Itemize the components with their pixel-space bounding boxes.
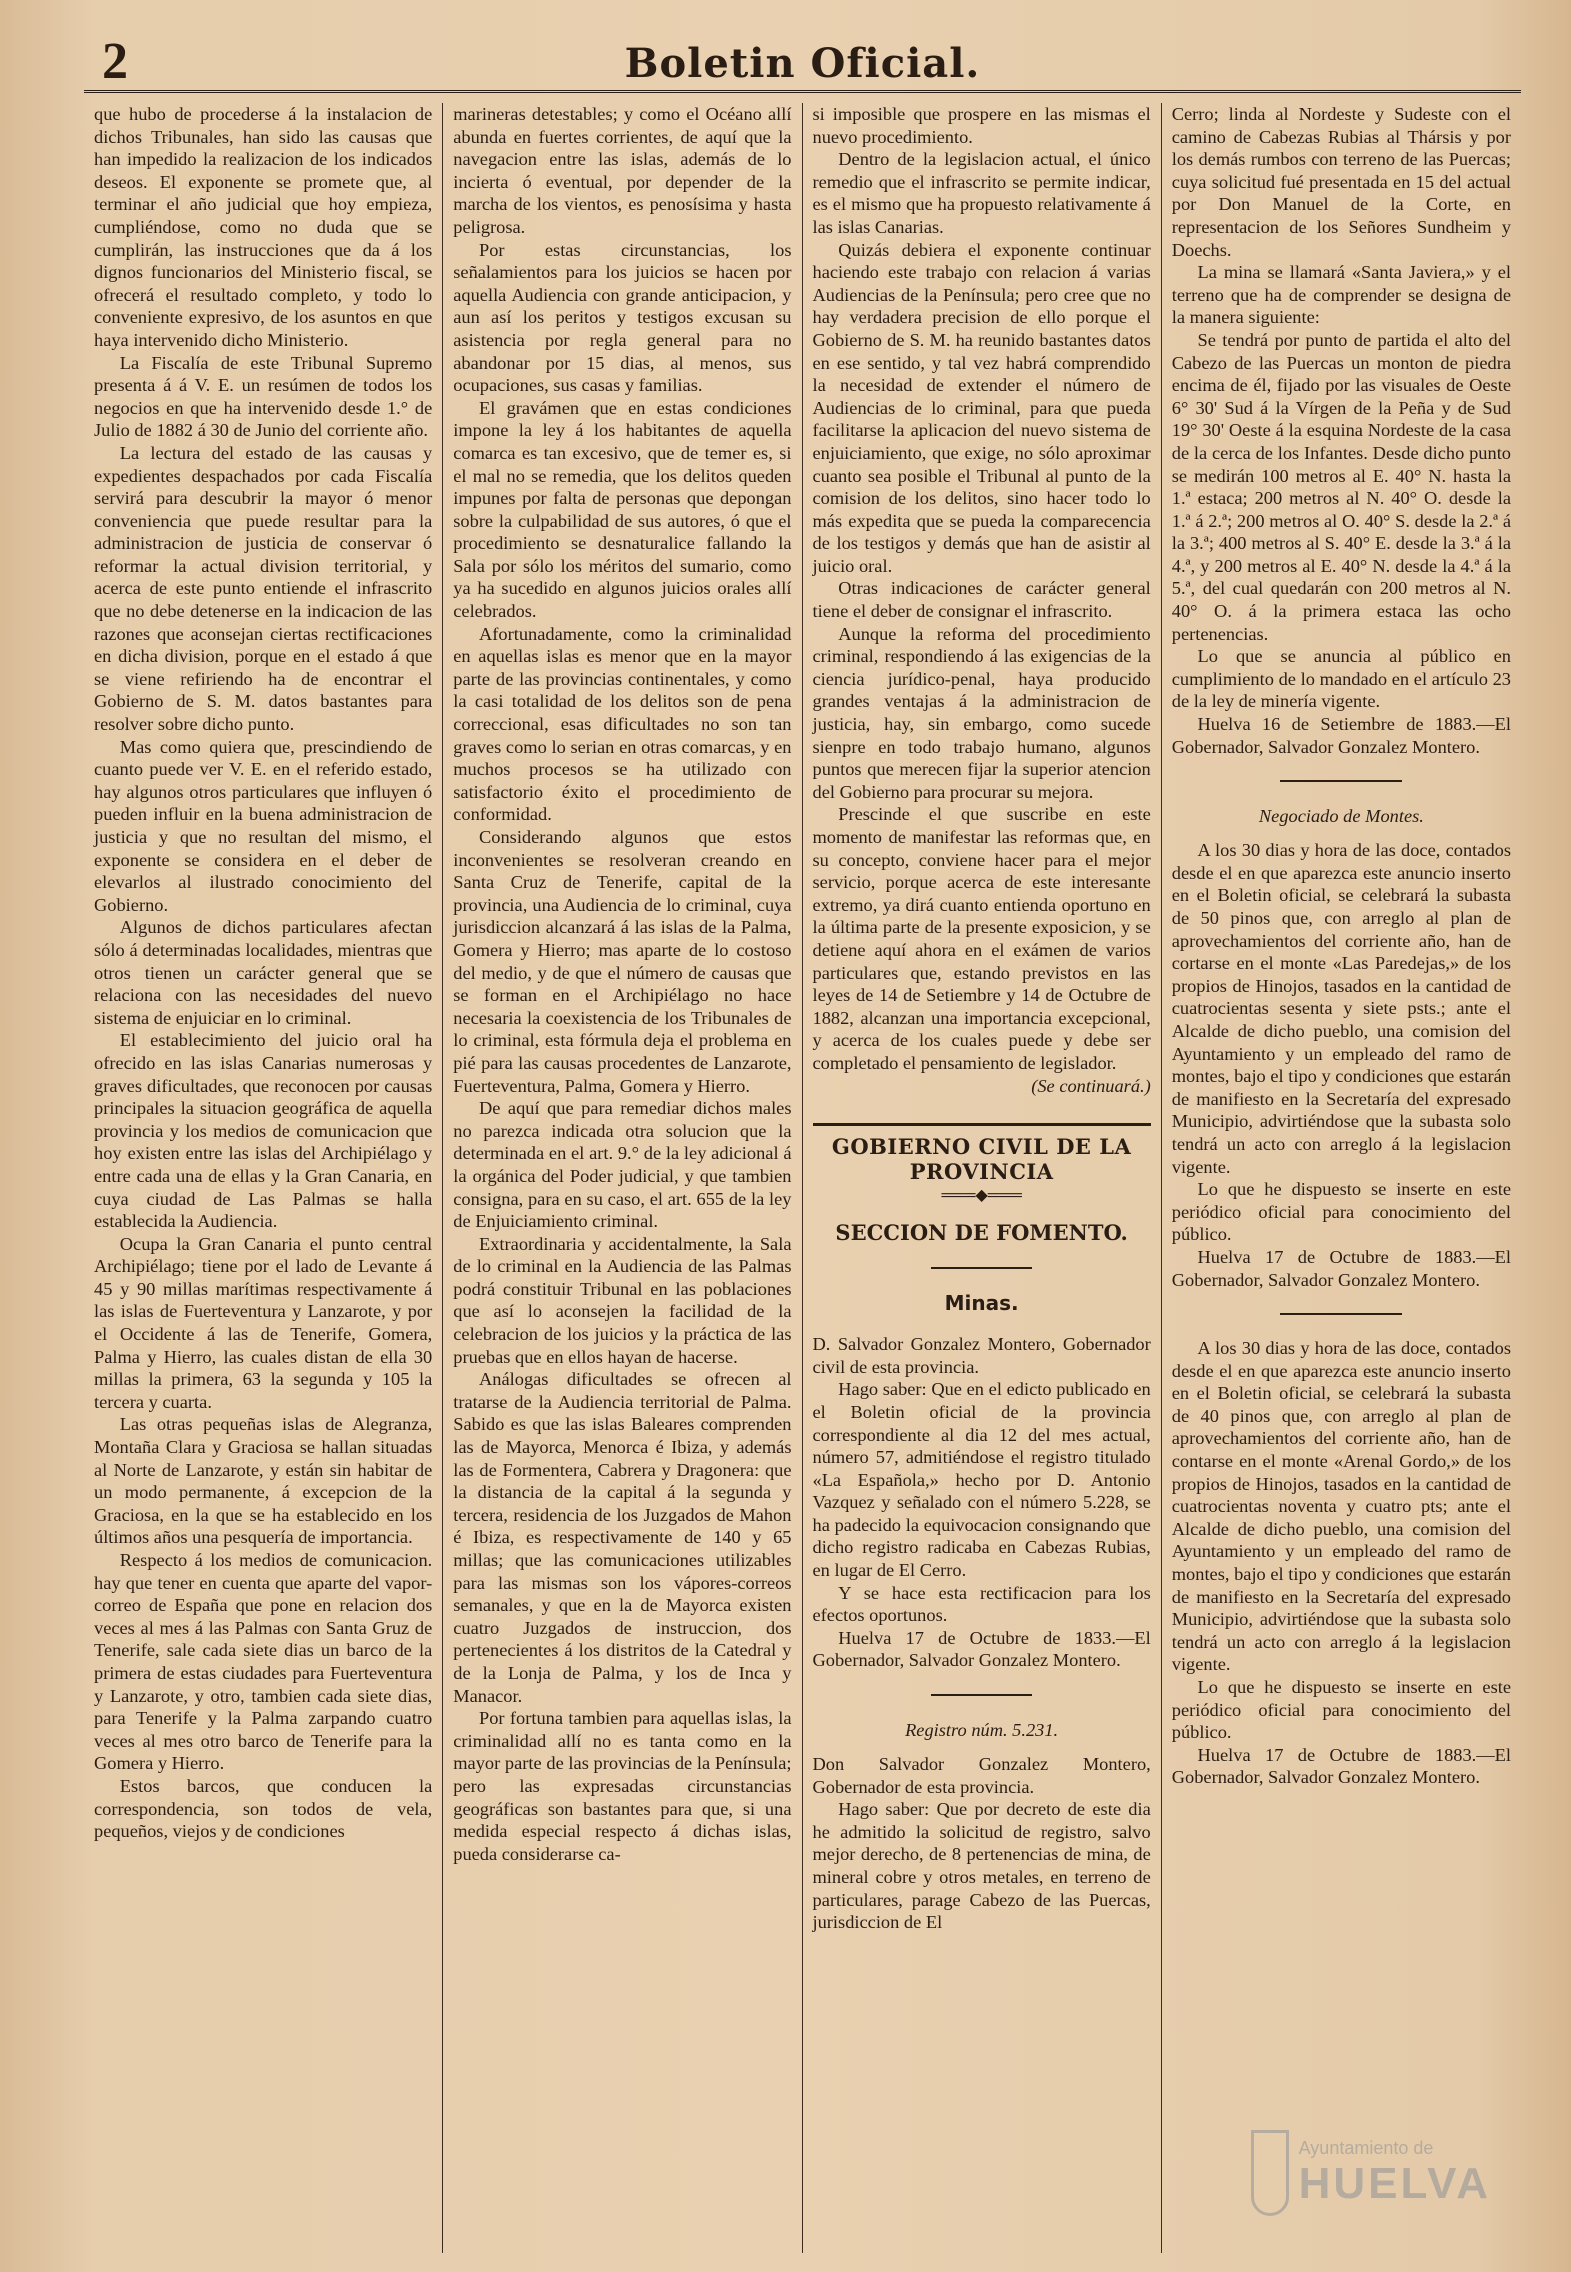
newspaper-title: Boletin Oficial. — [624, 40, 981, 87]
column-1 — [84, 103, 443, 2253]
paragraph: A los 30 dias y hora de las doce, contados desde el en que aparezca este anuncio inserto en el Boletin oficial, se celebrará la subasta de 40 pinos que, con arreglo al plan de aprovechamientos del corriente año, han de contarse en el monte «Arenal Gordo,» de los propios de Hinojos, tasados en la cantidad de cuatrocientas noventa y cuatro pts; ante el Alcalde de dicho pueblo, una comision del Ayuntamiento y un empleado del ramo de montes, bajo el tipo y condiciones que estarán de manifiesto en la Secretaría del expresado Municipio, advirtiéndose que la subasta solo tendrá un acto con arreglo á la legislacion vigente. — [1171, 1338, 1511, 1675]
paragraph: que hubo de procederse á la instalacion de dichos Tribunales, han sido las causas que han impedido la realizacion de los indicados deseos. El exponente se promete que, al terminar el año judicial que hoy empieza, cumpliéndose, como no duda que se cumplirán, las instrucciones que da á los dignos funcionarios del Ministerio fiscal, se ofrecerá el resultado completo, y todo lo conveniente expresivo, de los asuntos en que haya intervenido dicho Ministerio. — [94, 104, 433, 350]
paragraph: Cerro; linda al Nordeste y Sudeste con el camino de Cabezas Rubias al Thársis y por los demás rumbos con terreno de las Puercas; cuya solicitud fué presentada en 15 del actual por Don Manuel de la Corte, en representacion de los Señores Sundheim y Doechs. — [1171, 104, 1511, 260]
to-be-continued: (Se continuará.) — [1031, 1075, 1151, 1096]
rule-divider — [931, 1267, 1032, 1269]
watermark-text: Ayuntamiento de HUELVA — [1298, 2137, 1491, 2208]
paragraph: Huelva 17 de Octubre de 1833.—El Gobernador, Salvador Gonzalez Montero. — [812, 1627, 1151, 1671]
paragraph: Extraordinaria y accidentalmente, la Sala de lo criminal en la Audiencia de las Palmas podrá constituir Tribunal en las poblaciones que así lo aconsejen la facilidad de la celebracion de los juicios y la práctica de las pruebas que en ellos hayan de hacerse. — [453, 1233, 792, 1367]
masthead — [84, 28, 1521, 93]
paragraph: Quizás debiera el exponente continuar haciendo este trabajo con relacion á varias Audiencias de la Península; pero cree que no hay verdadera precision de ello porque el Gobierno de S. M. ha reunido bastantes datos en ese sentido, y tal vez habrá comprendido la necesidad de extender el número de Audiencias de lo criminal, para que pueda facilitarse la aplicacion del nuevo sistema de enjuiciamiento, que exige, no sólo aproximar cuanto sea posible el Tribunal al punto de la comision de los delitos, sino hacer todo lo más expedita que se pueda la comparecencia de los testigos y demás que han de asistir al juicio oral. — [812, 239, 1151, 576]
rule-divider — [931, 1694, 1032, 1696]
page-number: 2 — [102, 33, 128, 90]
paragraph: Prescinde el que suscribe en este momento de manifestar las reformas que, en su concepto, conviene hacer para el mejor servicio, porque acerca de este interesante extremo, ya dirá cuanto entienda oportuno en la última parte de la presente exposicion, y se detiene aquí ahora en el exámen de varios particulares que, estando previstos en las leyes de 14 de Setiembre y 14 de Octubre de 1882, alcanzan una importancia excepcional, y acerca de los cuales puede y debe ser completado el pensamiento de legislador. — [812, 804, 1151, 1073]
column-2 — [443, 103, 802, 2253]
paragraph: Las otras pequeñas islas de Alegranza, Montaña Clara y Graciosa se hallan situadas al Norte de Lanzarote, y están sin habitar de un modo permanente, á excepcion de la Graciosa, en la que se ha establecido en los últimos años una pesquería de importancia. — [94, 1414, 433, 1548]
paragraph: Estos barcos, que conducen la correspondencia, son todos de vela, pequeños, viejos y de condiciones — [94, 1775, 433, 1842]
watermark-stamp — [1251, 2118, 1491, 2228]
paragraph: Mas como quiera que, prescindiendo de cuanto puede ver V. E. en el referido estado, hay algunos otros particulares que influyen ó pueden influir en la buena administracion de justicia y que no resultan del mismo, el exponente se considera en el deber de elevarlos al ilustrado conocimiento del Gobierno. — [94, 736, 433, 915]
paragraph: Hago saber: Que por decreto de este dia he admitido la solicitud de registro, salvo mejor derecho, de 8 pertenencias de mina, de mineral cobre y otros metales, en terreno de particulares, parage Cabezo de las Puercas, jurisdiccion de El — [812, 1799, 1151, 1933]
paragraph: D. Salvador Gonzalez Montero, Gobernador civil de esta provincia. — [812, 1334, 1151, 1377]
paragraph: Aunque la reforma del procedimiento criminal, respondiendo á las exigencias de la ciencia jurídico-penal, haya producido grandes ventajas á la administracion de justicia, hay, sin embargo, como sucede sienpre en todo trabajo humano, algunos puntos que merecen fijar la superior atencion del Gobierno para procurar su mejora. — [812, 623, 1151, 802]
paragraph: La lectura del estado de las causas y expedientes despachados por cada Fiscalía servirá para descubrir la mayor ó menor conveniencia que puede resultar para la administracion de justicia de conservar ó reformar la actual division territorial, y acerca de este punto entiende el infrascrito que no debe detenerse en la indicacion de las razones que aconsejan ciertas rectificaciones en dicha division, porque en el estado á que se viene refiriendo ha de encontrar el Gobierno de S. M. datos bastantes para resolver sobre dicho punto. — [94, 442, 433, 735]
paragraph: Huelva 17 de Octubre de 1883.—El Gobernador, Salvador Gonzalez Montero. — [1171, 1246, 1511, 1290]
paragraph: La mina se llamará «Santa Javiera,» y el terreno que ha de comprender se designa de la manera siguiente: — [1171, 262, 1511, 328]
paragraph: Respecto á los medios de comunicacion. hay que tener en cuenta que aparte del vapor-correo de España que pone en relacion dos veces al mes á las Palmas con Santa Gruz de Tenerife, sale cada siete dias un barco de la primera de estas ciudades para Fuerteventura y Lanzarote, y otro, tambien cada siete dias, para Tenerife y la Palma zarpando cuatro veces al mes otro barco de Tenerife para la Gomera y Hierro. — [94, 1550, 433, 1774]
seccion-fomento-heading: SECCION DE FOMENTO. — [835, 1220, 1128, 1246]
paragraph: Don Salvador Gonzalez Montero, Gobernador de esta provincia. — [812, 1754, 1151, 1797]
paragraph: Ocupa la Gran Canaria el punto central Archipiélago; tiene por el lado de Levante á 45 y 90 millas marítimas respectivamente á las islas de Fuerteventura y Lanzarote, y por el Occidente á las de Tenerife, Gomera, Palma y Hierro, las cuales distan de ella 30 millas la primera, 63 la segunda y 105 la tercera y cuarta. — [94, 1233, 433, 1412]
paragraph: La Fiscalía de este Tribunal Supremo presenta á á V. E. un resúmen de todos los negocios en que ha intervenido desde 1.° de Julio de 1882 á 30 de Junio del corriente año. — [94, 352, 433, 441]
paragraph: Huelva 16 de Setiembre de 1883.—El Gobernador, Salvador Gonzalez Montero. — [1171, 714, 1511, 757]
paragraph: Otras indicaciones de carácter general tiene el deber de consignar el infrascrito. — [812, 578, 1151, 622]
rule-divider — [1280, 780, 1402, 782]
article-columns — [84, 103, 1521, 2253]
paragraph: Se tendrá por punto de partida el alto del Cabezo de las Puercas un monton de piedra encima de él, fijado por las visuales de Oeste 6° 30' Sud á la Vírgen de la Peña y de Sud 19° 30' Oeste á la esquina Nordeste de la casa de la cerca de los Infantes. Desde dicho punto se medirán 100 metros al E. 40° N. hasta la 1.ª estaca; 200 metros al N. 40° O. desde la 1.ª á 2.ª; 200 metros al O. 40° S. desde la 2.ª á la 3.ª; 400 metros al S. 40° E. desde la 3.ª á la 4.ª, y 200 metros al E. 40° N. desde la 4.ª á la 5.ª, del cual quedarán con 200 metros al N. 40° O. á la primera estaca las ocho pertenencias. — [1171, 329, 1511, 644]
paragraph: Afortunadamente, como la criminalidad en aquellas islas es menor que en la mayor parte de las provincias continentales, y como la casi totalidad de los delitos son de pena correccional, esas dificultades no son tan graves como lo serian en otras comarcas, y en muchos procesos se ha utilizado con satisfactorio éxito el procedimiento de conformidad. — [453, 623, 792, 825]
paragraph: De aquí que para remediar dichos males no parezca indicada otra solucion que la determinada en el art. 9.° de la ley adicional á la orgánica del Poder judicial, y que tambien consigna, para en su caso, el art. 655 de la ley de Enjuiciamiento criminal. — [453, 1098, 792, 1232]
paragraph: marineras detestables; y como el Océano allí abunda en fuertes corrientes, de aquí que la navegacion entre las islas, además de lo incierta ó eventual, por depender de la marcha de los vientos, es penosísima y hasta peligrosa. — [453, 104, 792, 237]
ornament-divider: ═══◆═══ — [941, 1187, 1022, 1205]
column-3 — [803, 103, 1162, 2253]
gobierno-civil-heading: GOBIERNO CIVIL DE LA PROVINCIA — [831, 1134, 1132, 1185]
registro-heading: Registro núm. 5.231. — [905, 1720, 1059, 1741]
paragraph: Y se hace esta rectificacion para los efectos oportunos. — [812, 1582, 1151, 1626]
paragraph: Huelva 17 de Octubre de 1883.—El Gobernador, Salvador Gonzalez Montero. — [1171, 1744, 1511, 1788]
paragraph: Lo que se anuncia al público en cumplimiento de lo mandado en el artículo 23 de la ley de minería vigente. — [1171, 646, 1511, 712]
paragraph: Algunos de dichos particulares afectan sólo á determinadas localidades, mientras que otros tienen un carácter general que se relaciona con las necesidades del nuevo sistema de enjuiciar en lo criminal. — [94, 917, 433, 1028]
paragraph: Por fortuna tambien para aquellas islas, la criminalidad allí no es tanta como en la mayor parte de las provincias de la Península; pero las expresadas circunstancias geográficas son bastantes para que, si una medida especial respecto á dichas islas, pueda considerarse ca- — [453, 1708, 792, 1864]
minas-heading: Minas. — [944, 1291, 1019, 1316]
paragraph: Lo que he dispuesto se inserte en este periódico oficial para conocimiento del público. — [1171, 1179, 1511, 1245]
negociado-montes-heading: Negociado de Montes. — [1258, 806, 1424, 827]
paragraph: si imposible que prospere en las mismas el nuevo procedimiento. — [812, 104, 1151, 147]
paragraph: Dentro de la legislacion actual, el único remedio que el infrascrito se permite indicar, es el mismo que ha propuesto relativamente á las islas Canarias. — [812, 149, 1151, 237]
paragraph: El gravámen que en estas condiciones impone la ley á los habitantes de aquella comarca es tan excesivo, que de temer es, si el mal no se remedia, que los delitos queden impunes por falta de personas que depongan sobre la culpabilidad de sus autores, ó que el procedimiento se desnaturalice fallando la Sala por sólo los méritos del sumario, como ya ha sucedido en algunos juicios orales allí celebrados. — [453, 397, 792, 622]
paragraph: El establecimiento del juicio oral ha ofrecido en las islas Canarias numerosas y graves dificultades, que reconocen por causas principales la situacion geográfica de aquella provincia y los medios de comunicacion que hoy existen entre las islas del Archipiélago y entre cada una de ellas y la Gran Canaria, en cuya ciudad de Las Palmas se halla establecida la Audiencia. — [94, 1030, 433, 1232]
paragraph: Lo que he dispuesto se inserte en este periódico oficial para conocimiento del público. — [1171, 1677, 1511, 1743]
paragraph: Hago saber: Que en el edicto publicado en el Boletin oficial de la provincia correspondiente al dia 12 del mes actual, número 57, admitiéndose el registro titulado «La Española,» hecho por D. Antonio Vazquez y señalado con el número 5.228, se ha padecido la equivocacion consignando que dicho registro radicaba en Cabezas Rubias, en lugar de El Cerro. — [812, 1379, 1151, 1581]
shield-icon — [1251, 2130, 1289, 2216]
column-4 — [1162, 103, 1521, 2253]
paragraph: A los 30 dias y hora de las doce, contados desde el en que aparezca este anuncio inserto en el Boletin oficial, se celebrará la subasta de 50 pinos que, con arreglo al plan de aprovechamientos del corriente año, han de cortarse en el monte «Las Paredejas,» de los propios de Hinojos, tasados en la cantidad de cuatrocientas sesenta y siete psts.; ante el Alcalde de dicho pueblo, una comision del Ayuntamiento y un empleado del ramo de montes, bajo el tipo y condiciones que estarán de manifiesto en la Secretaría del expresado Municipio, advirtiéndose que la subasta solo tendrá un acto con arreglo á la legislacion vigente. — [1171, 840, 1511, 1177]
section-divider — [813, 1123, 1151, 1126]
paragraph: Análogas dificultades se ofrecen al tratarse de la Audiencia territorial de Palma. Sabido es que las islas Baleares comprenden las de Mayorca, Menorca é Ibiza, y además las de Formentera, Cabrera y Dragonera: que la distancia de la capital á la segunda y tercera, residencia de los Juzgados de Mahon é Ibiza, es respectivamente de 140 y 65 millas; que las comunicaciones utilizables para las mismas son los vápores-correos semanales, y que en la de Mayorca existen cuatro Juzgados de instruccion, dos pertenecientes á los distritos de la Catedral y de la Lonja de Palma, y los de Inca y Manacor. — [453, 1369, 792, 1706]
rule-divider — [1280, 1313, 1402, 1315]
paragraph: Considerando algunos que estos inconvenientes se resolveran creando en Santa Cruz de Tenerife, capital de la provincia, una Audiencia de lo criminal, cuya jurisdiccion alcanzará á las islas de la Palma, Gomera y Hierro; mas aparte de lo costoso del medio, y de que el número de causas que se forman en el Archipiélago no hace necesaria la coexistencia de los Tribunales de lo criminal, esta fórmula deja el problema en pié para las causas procedentes de Lanzarote, Fuerteventura, Palma, Gomera y Hierro. — [453, 827, 792, 1096]
paragraph: Por estas circunstancias, los señalamientos para los juicios se hacen por aquella Audiencia con grande anticipacion, y aun así los peritos y testigos excusan su asistencia por regla general para no abandonar por 15 dias, al menos, sus ocupaciones, sus casas y familias. — [453, 239, 792, 396]
